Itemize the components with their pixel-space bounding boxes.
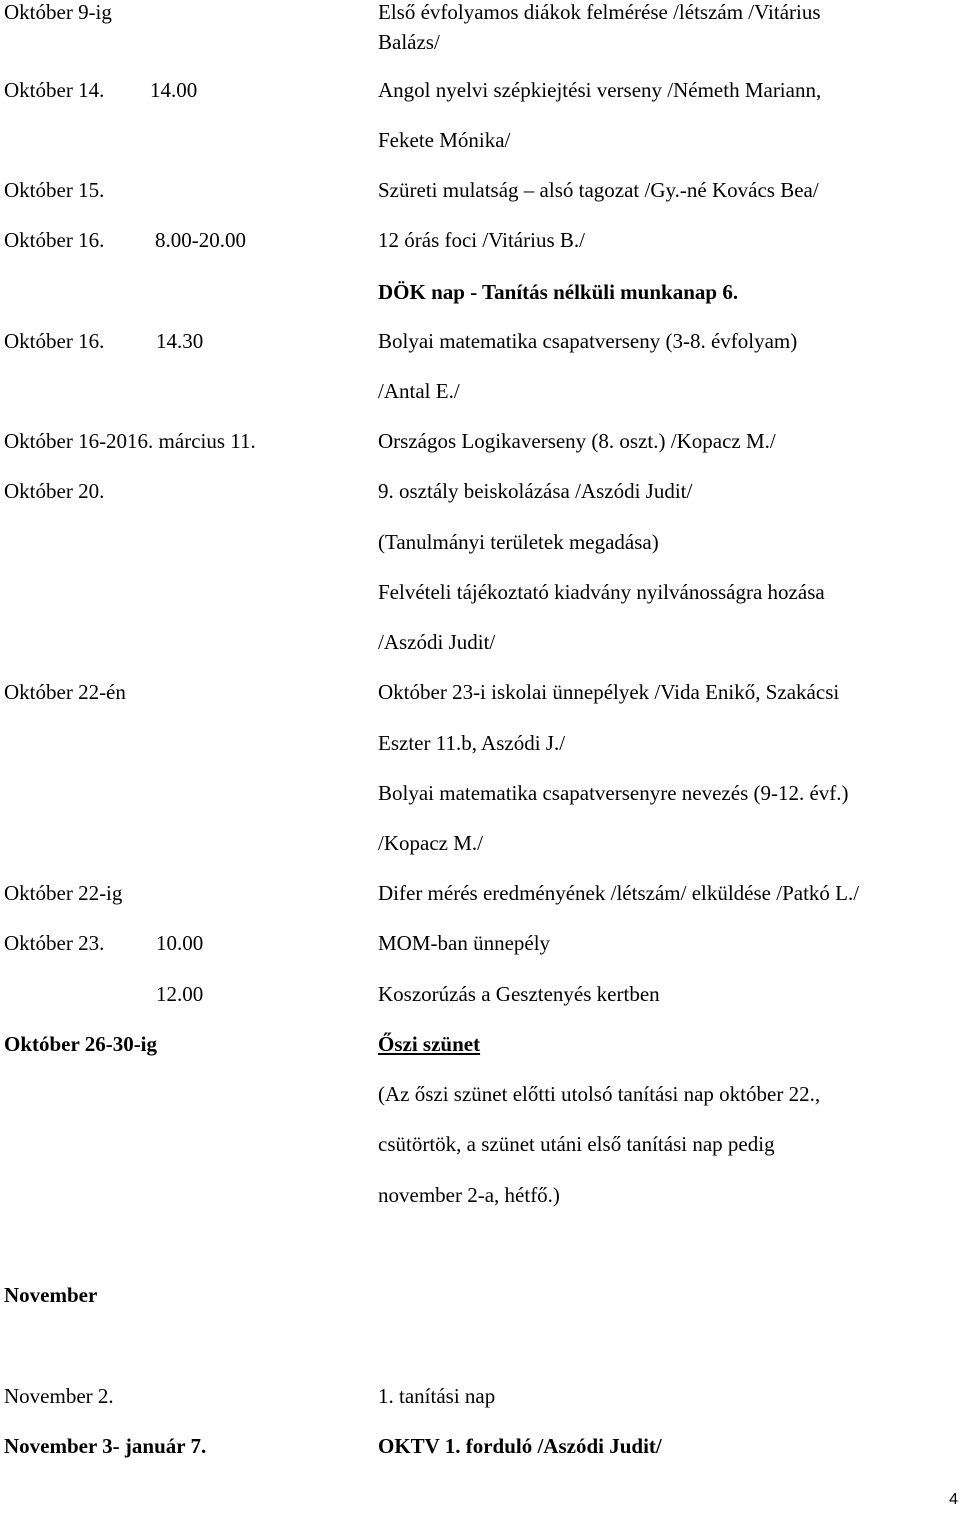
event-text: Bolyai matematika csapatverseny (3-8. évfolyam) [378, 329, 798, 353]
event-text: november 2-a, hétfő.) [378, 1183, 560, 1207]
event-text: Angol nyelvi szépkiejtési verseny /Németh Mariann, [378, 78, 822, 102]
event-text: /Aszódi Judit/ [378, 630, 496, 654]
event-text-bold: DÖK nap - Tanítás nélküli munkanap 6. [378, 280, 739, 304]
date-cell: Október 23. [4, 931, 105, 955]
event-text-bold-underlined: Őszi szünet [378, 1032, 481, 1056]
event-text: Fekete Mónika/ [378, 128, 511, 152]
date-cell: Október 22-ig [4, 881, 123, 905]
event-text: 12 órás foci /Vitárius B./ [378, 228, 585, 252]
event-text: Koszorúzás a Gesztenyés kertben [378, 982, 660, 1006]
time-cell: 14.30 [156, 329, 204, 353]
time-cell: 10.00 [156, 931, 204, 955]
event-text: csütörtök, a szünet utáni első tanítási nap pedig [378, 1132, 775, 1156]
event-text: Október 23-i iskolai ünnepélyek /Vida Enikő, Szakácsi [378, 680, 840, 704]
date-cell: Október 15. [4, 178, 105, 202]
date-cell: Október 22-én [4, 680, 126, 704]
event-text: (Az őszi szünet előtti utolsó tanítási nap október 22., [378, 1082, 821, 1106]
event-text: (Tanulmányi területek megadása) [378, 530, 659, 554]
date-cell: Október 16. [4, 329, 105, 353]
event-text: Balázs/ [378, 30, 440, 54]
date-cell-bold: Október 26-30-ig [4, 1032, 158, 1056]
event-text: Difer mérés eredményének /létszám/ elküldése /Patkó L./ [378, 881, 860, 905]
date-cell: Október 16. [4, 228, 105, 252]
event-text-bold: OKTV 1. forduló /Aszódi Judit/ [378, 1434, 662, 1458]
event-text: /Kopacz M./ [378, 831, 483, 855]
date-cell-bold: November 3- január 7. [4, 1434, 207, 1458]
event-text: MOM-ban ünnepély [378, 931, 551, 955]
event-text: Országos Logikaverseny (8. oszt.) /Kopacz M./ [378, 429, 776, 453]
date-cell: November 2. [4, 1384, 114, 1408]
section-heading: November [4, 1283, 98, 1307]
event-text: Eszter 11.b, Aszódi J./ [378, 731, 566, 755]
time-cell: 8.00-20.00 [155, 228, 246, 252]
event-text: Bolyai matematika csapatversenyre nevezés (9-12. évf.) [378, 781, 849, 805]
time-cell: 14.00 [150, 78, 198, 102]
event-text: 9. osztály beiskolázása /Aszódi Judit/ [378, 479, 693, 503]
date-cell: Október 20. [4, 479, 105, 503]
date-cell: Október 14. [4, 78, 105, 102]
event-text: /Antal E./ [378, 379, 460, 403]
time-cell: 12.00 [156, 982, 204, 1006]
date-cell: Október 9-ig [4, 0, 112, 24]
event-text: Szüreti mulatság – alsó tagozat /Gy.-né Kovács Bea/ [378, 178, 819, 202]
page-number: 4 [949, 1491, 958, 1508]
event-text: Első évfolyamos diákok felmérése /létszám /Vitárius [378, 0, 821, 24]
event-text: 1. tanítási nap [378, 1384, 496, 1408]
event-text: Felvételi tájékoztató kiadvány nyilvánosságra hozása [378, 580, 825, 604]
date-cell: Október 16-2016. március 11. [4, 429, 256, 453]
